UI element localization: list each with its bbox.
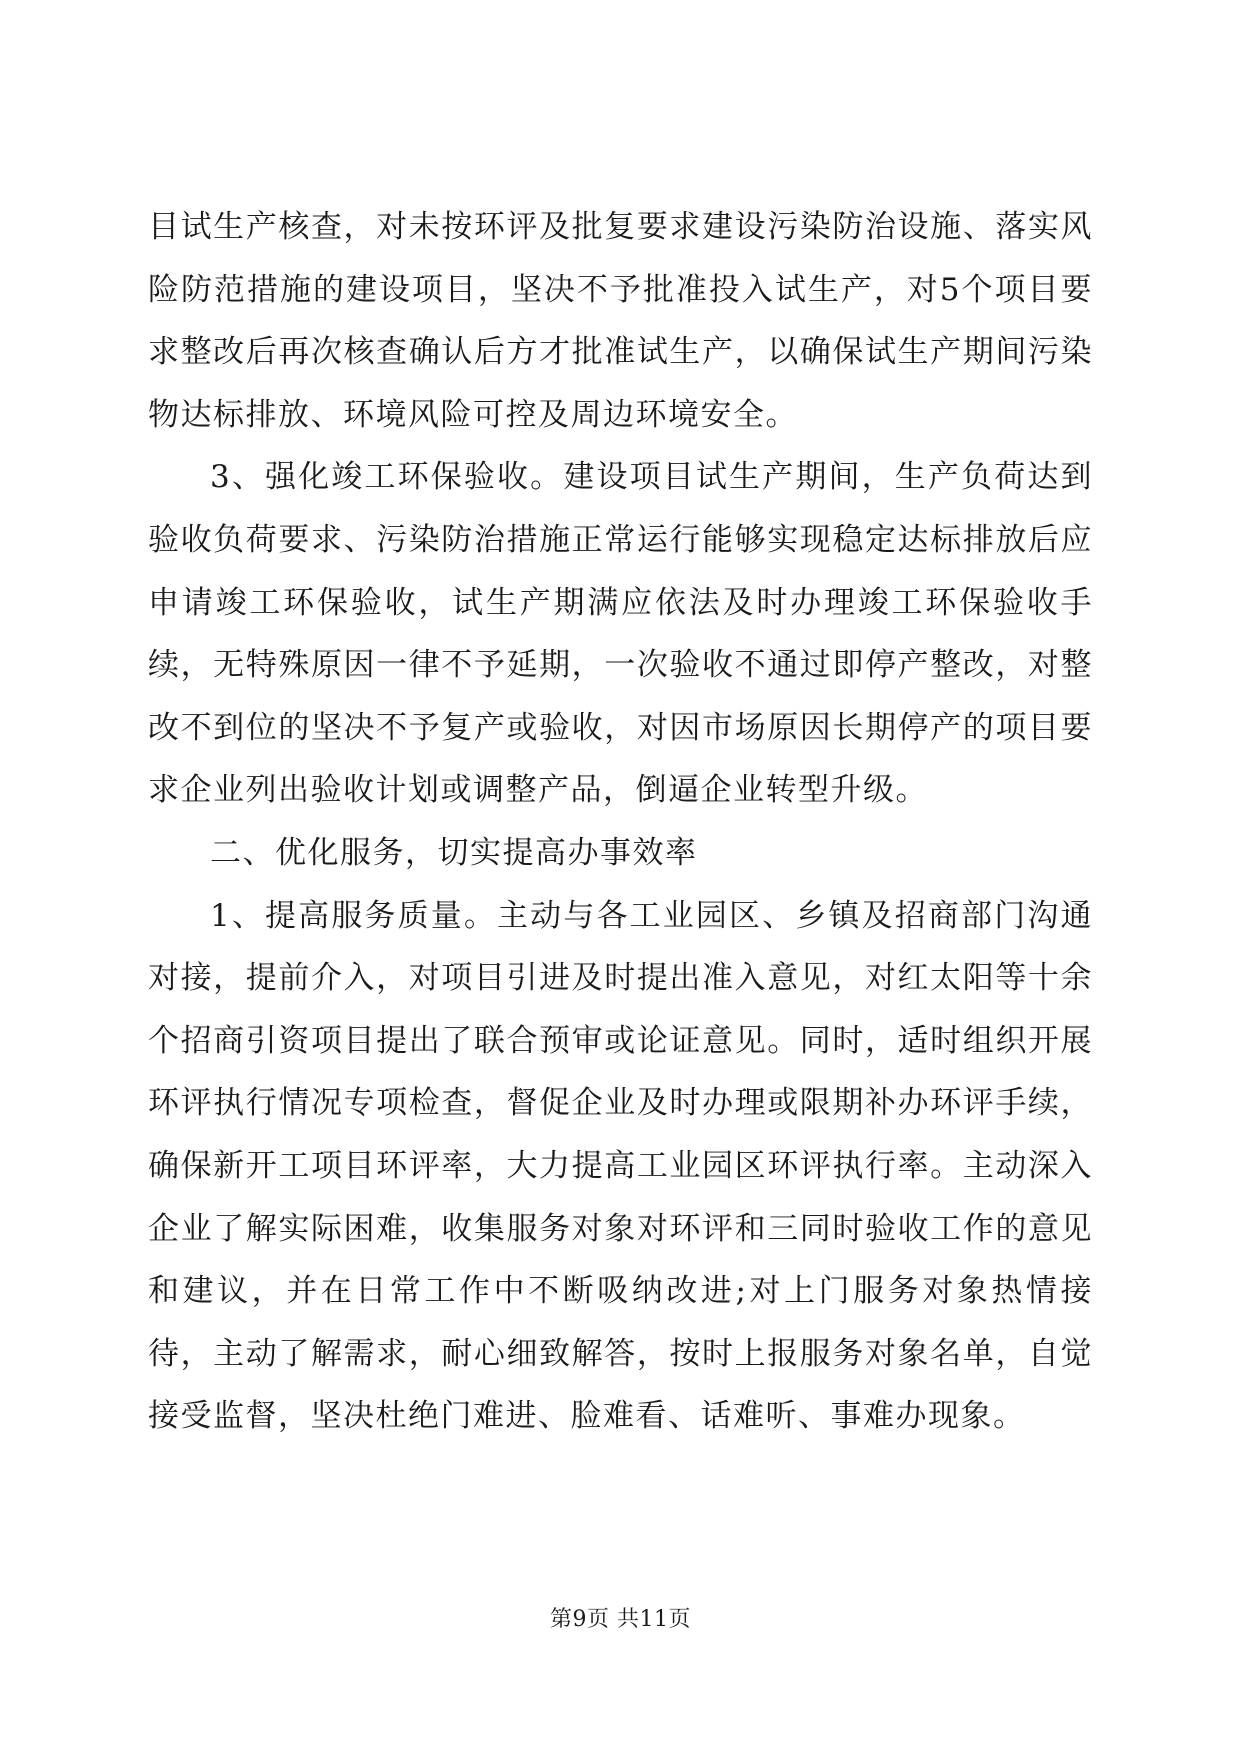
section-heading-2: 二、优化服务，切实提高办事效率: [210, 834, 698, 871]
document-body: [148, 196, 1093, 1448]
page-number-footer: 第9页 共11页: [550, 1607, 691, 1632]
paragraph-continuation: 目试生产核查，对未按环评及批复要求建设污染防治设施、落实风险防范措施的建设项目，坚决不予批准投入试生产，对5个项目要求整改后再次核查确认后方才批准试生产，以确保试生产期间污染物达标排放、环境风险可控及周边环境安全。: [148, 209, 1093, 433]
paragraph-section-1: 1、提高服务质量。主动与各工业园区、乡镇及招商部门沟通对接，提前介入，对项目引进及时提出准入意见，对红太阳等十余个招商引资项目提出了联合预审或论证意见。同时，适时组织开展环评执行情况专项检查，督促企业及时办理或限期补办环评手续，确保新开工项目环评率，大力提高工业园区环评执行率。主动深入企业了解实际困难，收集服务对象对环评和三同时验收工作的意见和建议，并在日常工作中不断吸纳改进;对上门服务对象热情接待，主动了解需求，耐心细致解答，按时上报服务对象名单，自觉接受监督，坚决杜绝门难进、脸难看、话难听、事难办现象。: [148, 897, 1093, 1435]
paragraph-section-3: 3、强化竣工环保验收。建设项目试生产期间，生产负荷达到验收负荷要求、污染防治措施正常运行能够实现稳定达标排放后应申请竣工环保验收，试生产期满应依法及时办理竣工环保验收手续，无特殊原因一律不予延期，一次验收不通过即停产整改，对整改不到位的坚决不予复产或验收，对因市场原因长期停产的项目要求企业列出验收计划或调整产品，倒逼企业转型升级。: [148, 459, 1093, 809]
